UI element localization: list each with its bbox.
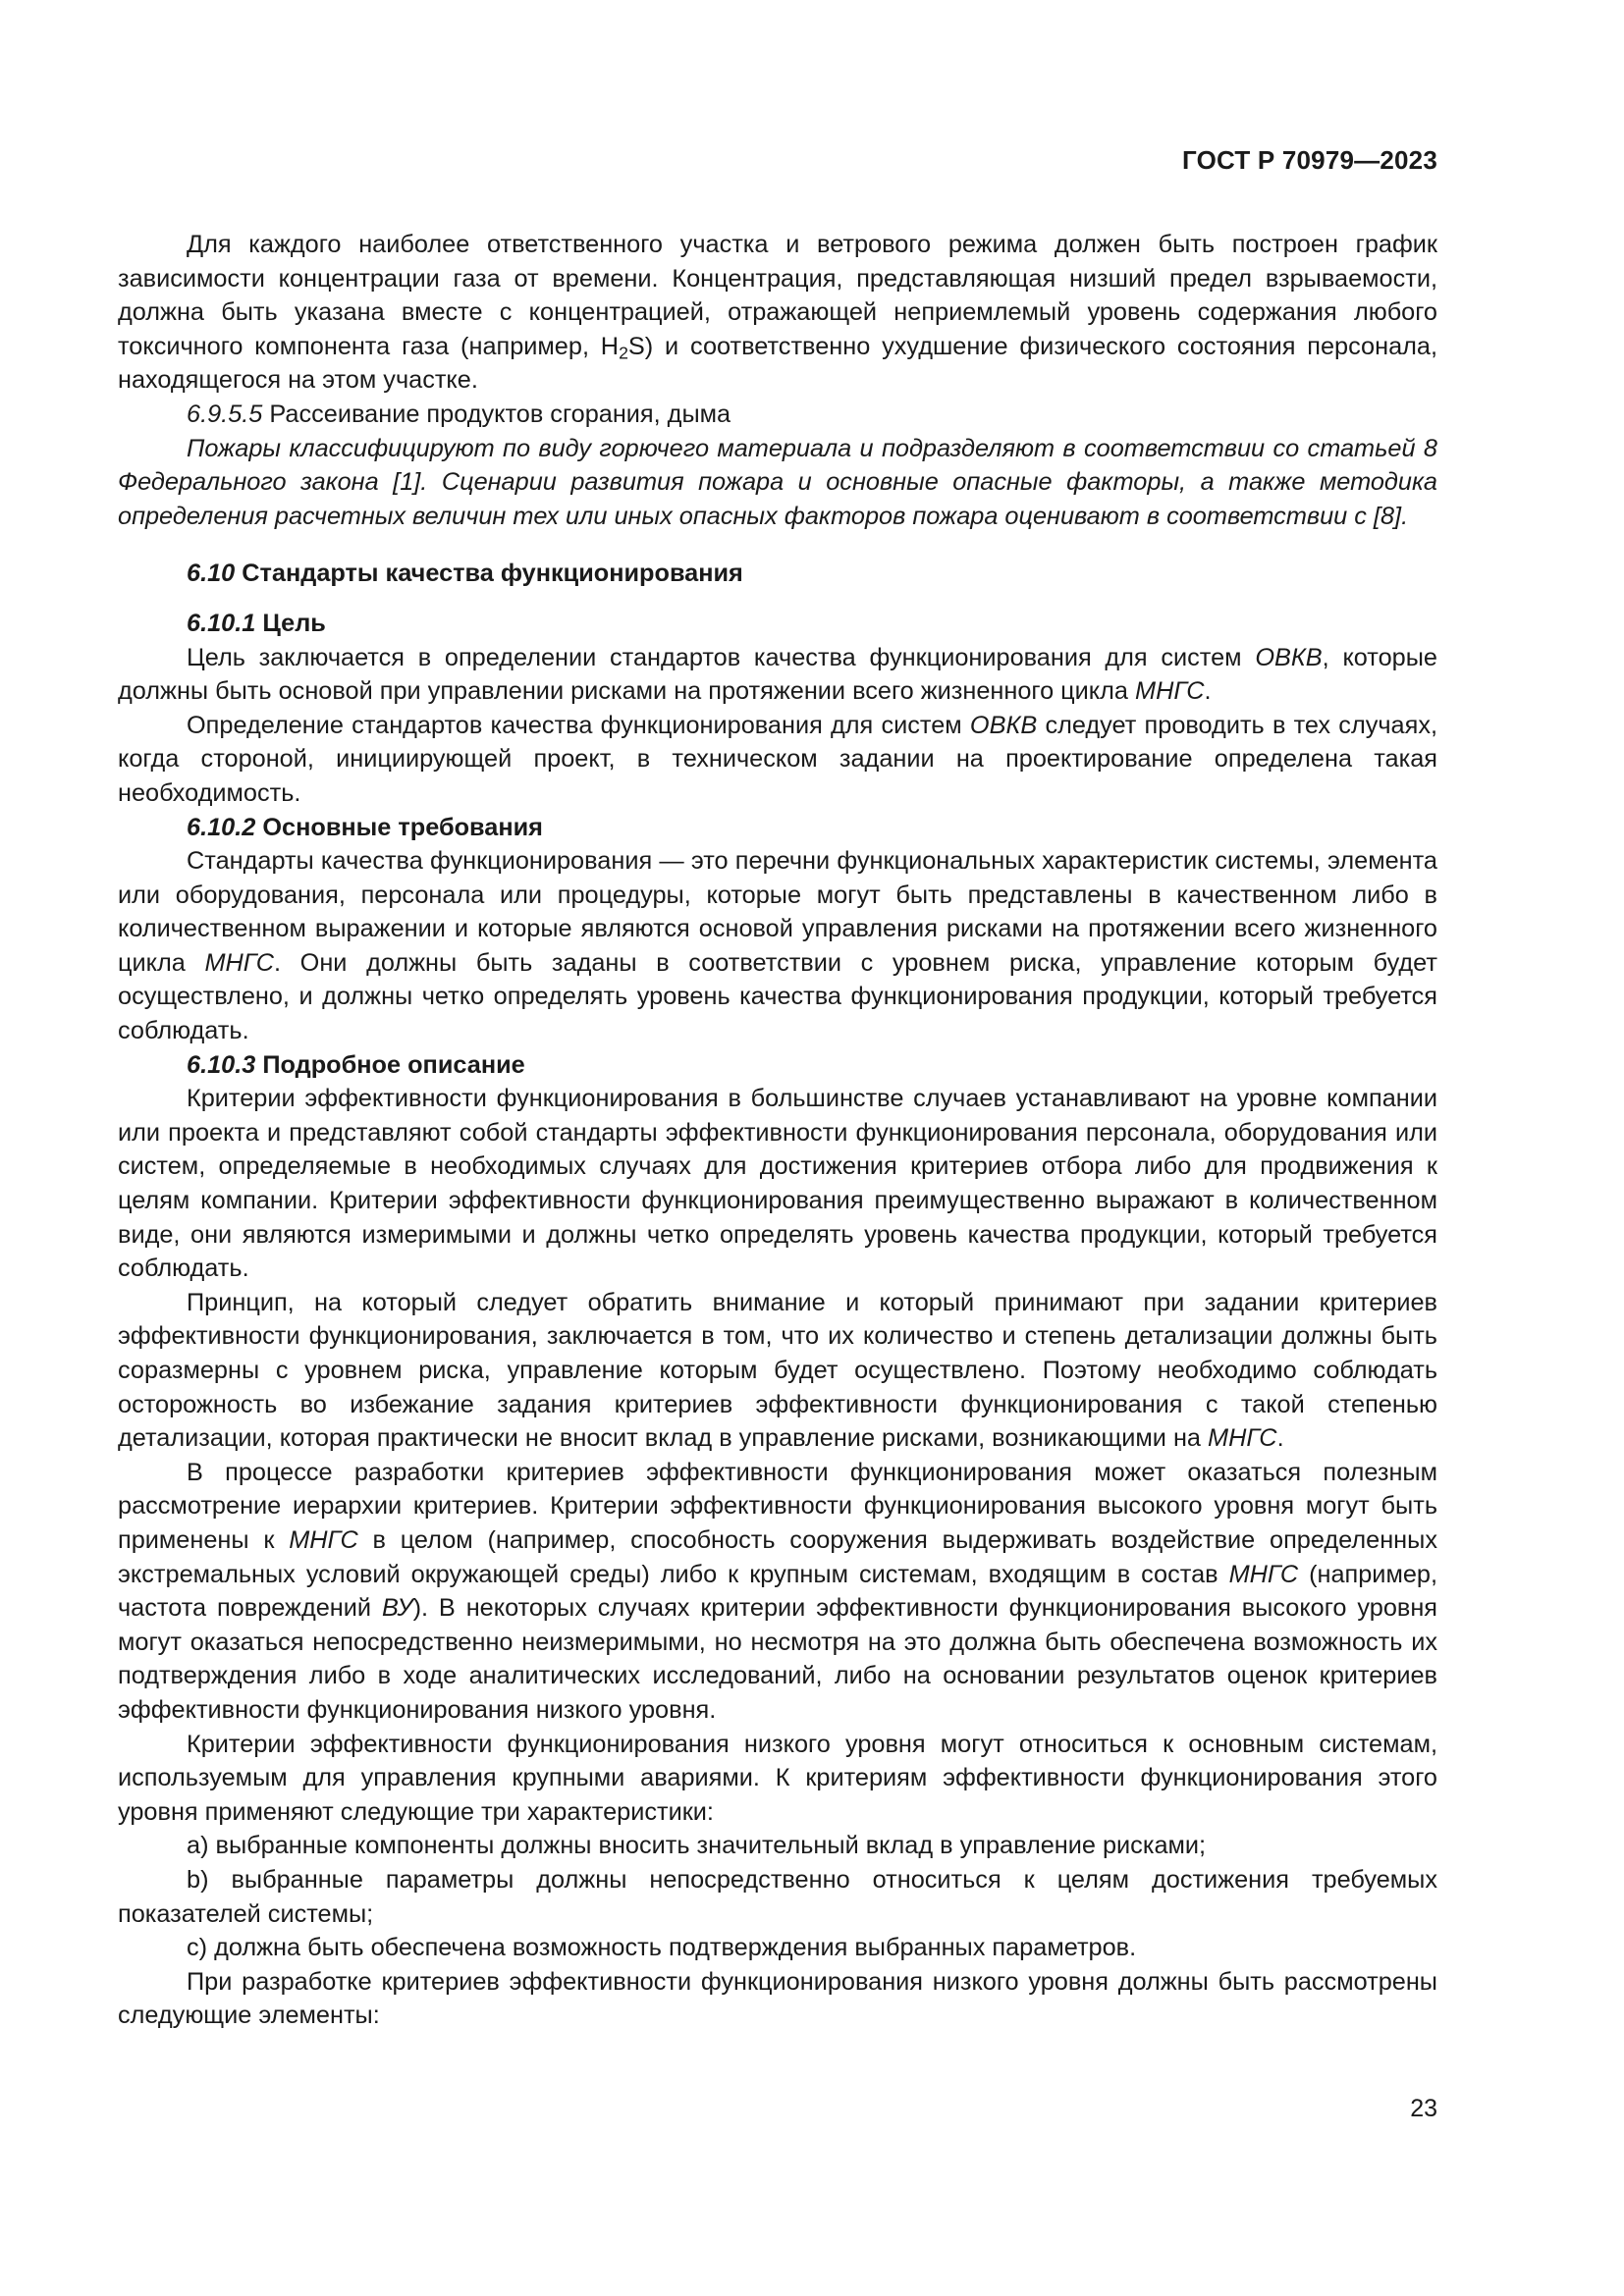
paragraph-principle: Принцип, на который следует обратить внимание и который принимают при задании критериев эффективности функционирования, заключается в том, что их количество и степень детализации должны быть соразмерны с уровнем риска, управление которым будет осуществлено. Поэтому необходимо соблюдать осторожность во избежание задания критериев эффективности функционирования с такой степенью детализации, которая практически не вносит вклад в управление рисками, возникающими на МНГС. (118, 1288, 1437, 1453)
paragraph-hierarchy: В процессе разработки критериев эффективности функционирования может оказаться полезным рассмотрение иерархии критериев. Критерии эффективности функционирования высокого уровня могут быть применены к МНГС в целом (например, способность сооружения выдерживать воздействие определенных экстремальных условий окружающей среды) либо к крупным системам, входящим в состав МНГС (например, частота повреждений ВУ). В некоторых случаях критерии эффективности функционирования высокого уровня могут оказаться непосредственно неизмеримыми, но несмотря на это должна быть обеспечена возможность их подтверждения либо в ходе аналитических исследований, либо на основании результатов оценок критериев эффективности функционирования низкого уровня. (118, 1458, 1437, 1724)
list-item: c) должна быть обеспечена возможность подтверждения выбранных параметров. (187, 1934, 1137, 1962)
subscript: 2 (619, 343, 628, 363)
paragraph-criteria-overview: Критерии эффективности функционирования в большинстве случаев устанавливают на уровне компании или проекта и представляют собой стандарты эффективности функционирования персонала, оборудования или систем, определяемые в необходимых случаях для достижения критериев отбора либо для продвижения к целям компании. Критерии эффективности функционирования преимущественно выражают в количественном виде, они являются измеримыми и должны четко определять уровень качества продукции, который требуется соблюдать. (118, 1085, 1437, 1283)
section-heading-6-10: 6.10 Стандарты качества функционирования (187, 560, 743, 588)
document-id-header: ГОСТ Р 70979—2023 (1182, 145, 1437, 175)
paragraph-fire-classification: Пожары классифицируют по виду горючего материала и подразделяют в соответствии со статьей 8 Федерального закона [1]. Сценарии развития пожара и основные опасные факторы, а также методика определения расчетных величин тех или иных опасных факторов пожара оценивают в соответствии с [8]. (118, 434, 1437, 530)
item-title: Рассеивание продуктов сгорания, дыма (262, 400, 731, 428)
paragraph-elements-intro: При разработке критериев эффективности функционирования низкого уровня должны быть рассмотрены следующие элементы: (118, 1967, 1437, 2030)
paragraph-gas-concentration: Для каждого наиболее ответственного участка и ветрового режима должен быть построен график зависимости концентрации газа от времени. Концентрация, представляющая низший предел взрываемости, должна быть указана вместе с концентрацией, отражающей неприемлемый уровень содержания любого токсичного компонента газа (например, $H_2S$) и соответственно ухудшение физического состояния персонала, находящегося на этом участке. (118, 231, 1438, 395)
item-6-9-5-5 (118, 398, 1437, 432)
section-heading-6-10-3: 6.10.3 Подробное описание (187, 1050, 525, 1079)
paragraph-low-level-criteria: Критерии эффективности функционирования низкого уровня могут относиться к основным системам, используемым для управления крупными авариями. К критериям эффективности функционирования этого уровня применяют следующие три характеристики: (118, 1730, 1437, 1826)
section-heading-6-10-1: 6.10.1 Цель (187, 609, 326, 637)
list-item: b) выбранные параметры должны непосредственно относиться к целям достижения требуемых показателей системы; (118, 1865, 1437, 1928)
paragraph-basic-requirements: Стандарты качества функционирования — это перечни функциональных характеристик системы, элемента или оборудования, персонала или процедуры, которые могут быть представлены в качественном либо в количественном выражении и которые являются основой управления рисками на протяжении всего жизненного цикла МНГС. Они должны быть заданы в соответствии с уровнем риска, управление которым будет осуществлено, и должны четко определять уровень качества функционирования продукции, который требуется соблюдать. (118, 847, 1437, 1045)
page-number: 23 (1410, 2095, 1437, 2122)
paragraph-goal-definition: Определение стандартов качества функционирования для систем ОВКВ следует проводить в тех случаях, когда стороной, инициирующей проект, в техническом задании на проектирование определена такая необходимость. (118, 711, 1437, 807)
section-heading-6-10-2: 6.10.2 Основные требования (187, 813, 543, 841)
page-body (118, 228, 1437, 2033)
paragraph-goal: Цель заключается в определении стандартов качества функционирования для систем ОВКВ, которые должны быть основой при управлении рисками на протяжении всего жизненного цикла МНГС. (118, 643, 1438, 706)
item-number: 6.9.5.5 (187, 400, 263, 428)
list-item: a) выбранные компоненты должны вносить значительный вклад в управление рисками; (187, 1832, 1207, 1860)
